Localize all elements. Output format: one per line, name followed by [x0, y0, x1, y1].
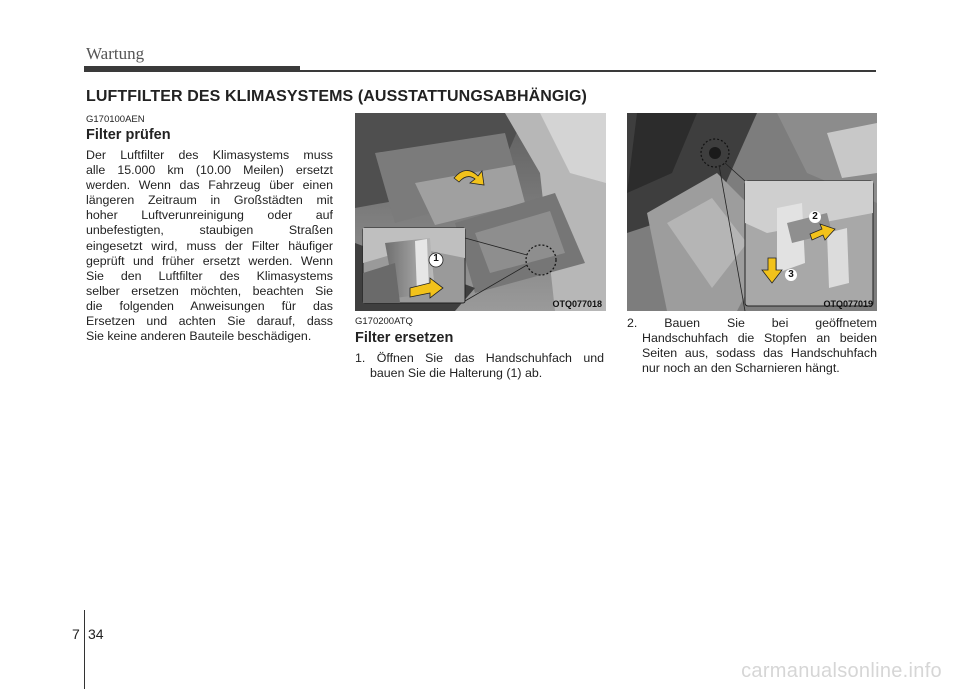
paragraph-line: eingesetzt wird, muss der Filter häufiger	[86, 238, 333, 253]
step-line: bauen Sie die Halterung (1) ab.	[370, 366, 543, 381]
section-label: Wartung	[86, 44, 145, 63]
step-line: Handschuhfach die Stopfen an beiden	[642, 331, 877, 346]
paragraph-line: selber ersetzen möchten, beachten Sie	[86, 283, 333, 298]
photo-code: OTQ077018	[552, 299, 602, 309]
paragraph-line: unbefestigten, staubigen Straßen	[86, 223, 333, 238]
paragraph-line: Sie keine anderen Bauteile beschädigen.	[86, 329, 312, 344]
step-line: 1. Öffnen Sie das Handschuhfach und	[355, 351, 604, 365]
section-code-check: G170100AEN	[86, 114, 145, 125]
callout-2: 2	[812, 211, 818, 222]
callout-3: 3	[788, 269, 794, 280]
page-number: 34	[88, 626, 104, 642]
heading-check-filter: Filter prüfen	[86, 127, 171, 143]
step-line: 2. Bauen Sie bei geöffnetem	[627, 316, 877, 330]
step-2	[627, 316, 877, 376]
footer-divider	[84, 610, 85, 689]
paragraph-line: Der Luftfilter des Klimasystems muss	[86, 148, 333, 162]
paragraph-line: hoher Luftverunreinigung oder auf	[86, 208, 333, 223]
paragraph-line: werden. Wenn das Fahrzeug über einen	[86, 178, 333, 193]
paragraph-line: die folgenden Anweisungen für das	[86, 298, 333, 313]
step-1	[355, 351, 604, 381]
chapter-number: 7	[72, 626, 80, 642]
paragraph-line: längeren Zeitraum in Großstädten mit	[86, 193, 333, 208]
header-bar	[84, 66, 300, 72]
glovebox-stopper-photo	[627, 113, 877, 311]
section-code-replace: G170200ATQ	[355, 316, 413, 327]
step-line: Seiten aus, sodass das Handschuhfach	[642, 346, 877, 361]
paragraph-line: alle 15.000 km (10.00 Meilen) ersetzt	[86, 163, 333, 178]
callout-1: 1	[433, 253, 439, 264]
photo-code: OTQ077019	[823, 299, 873, 309]
header-rule	[300, 70, 876, 72]
paragraph-line: geprüft und früher ersetzt werden. Wenn	[86, 253, 333, 268]
paragraph-line: Sie den Luftfilter des Klimasystems	[86, 268, 333, 283]
glovebox-bracket-photo	[355, 113, 606, 311]
step-line: nur noch an den Scharnieren hängt.	[642, 361, 840, 376]
watermark: carmanualsonline.info	[741, 660, 942, 682]
paragraph-line: Ersetzen und achten Sie darauf, dass	[86, 314, 333, 329]
check-filter-paragraph	[86, 148, 333, 344]
heading-replace-filter: Filter ersetzen	[355, 330, 454, 346]
page-title: LUFTFILTER DES KLIMASYSTEMS (AUSSTATTUNGSABHÄNGIG)	[86, 88, 587, 105]
